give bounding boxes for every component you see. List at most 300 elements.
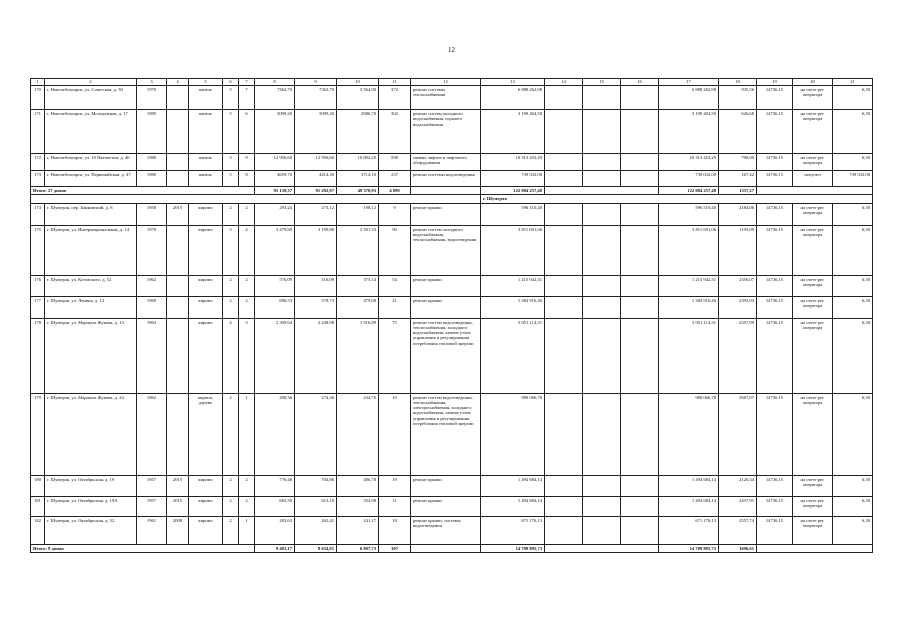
cell-c15 (583, 393, 621, 475)
cell-c21: 6,30 (833, 496, 873, 516)
cell-c17: 3 190 404,50 (659, 110, 719, 154)
cell-c18: 3567,07 (719, 393, 757, 475)
cell-c17: 596 510,40 (659, 203, 719, 225)
cell-c19: 14736,15 (757, 516, 793, 544)
cell-en: 2 (239, 296, 255, 318)
cell-c14 (545, 516, 583, 544)
cell-c19: 14736,15 (757, 225, 793, 275)
cell-c13: 980 066,78 (481, 393, 545, 475)
table-row (31, 154, 873, 171)
cell-en: 8 (239, 171, 255, 187)
cell-res: 18 (379, 516, 411, 544)
column-number-cell: 20 (793, 79, 833, 86)
total-c17: 122 084 257,48 (659, 187, 719, 195)
cell-c20: на счете рег. оператора (793, 318, 833, 393)
cell-c14 (545, 203, 583, 225)
cell-c20: на счете рег. оператора (793, 203, 833, 225)
city-header-spacer (31, 195, 481, 203)
cell-c15 (583, 516, 621, 544)
table-row (31, 393, 873, 475)
total-c18: 1696,61 (719, 544, 757, 552)
cell-fl: 5 (223, 225, 239, 275)
cell-a2: 2 248,98 (295, 318, 337, 393)
cell-c16 (621, 203, 659, 225)
cell-y2 (167, 171, 189, 187)
cell-en: 2 (239, 496, 255, 516)
cell-a1: 696,53 (255, 296, 295, 318)
cell-addr: г. Новочебоксарск, ул. Первомайская, д. 47 (45, 171, 137, 187)
column-number-cell: 2 (45, 79, 137, 86)
cell-addr: г. Шумерля, ул. Ленина, д. 12 (45, 296, 137, 318)
cell-a1: 576,09 (255, 275, 295, 296)
cell-work: ремонт крыши, системы водоотведения (411, 516, 481, 544)
cell-n: 180 (31, 475, 45, 496)
total-a3: 6 807,73 (337, 544, 379, 552)
column-number-cell: 3 (137, 79, 167, 86)
cell-fl: 2 (223, 296, 239, 318)
column-number-cell: 1 (31, 79, 45, 86)
cell-c18: 2557,74 (719, 516, 757, 544)
cell-c21: 6,30 (833, 393, 873, 475)
cell-a3: 10 802,20 (337, 154, 379, 171)
cell-a3: 354,98 (337, 496, 379, 516)
cell-c15 (583, 318, 621, 393)
cell-c18: 935,56 (719, 86, 757, 110)
table-row (31, 318, 873, 393)
cell-c17: 6 888 262,98 (659, 86, 719, 110)
total-a1: 91 139,37 (255, 187, 295, 195)
cell-addr: г. Шумерля, ул. Маршала Жукова, д. 24 (45, 393, 137, 475)
cell-a1: 12 956,60 (255, 154, 295, 171)
cell-addr: г. Шумерля, ул. Октябрьская, д. 19 (45, 475, 137, 496)
column-number-cell: 18 (719, 79, 757, 86)
cell-y2: 2015 (167, 203, 189, 225)
cell-work: ремонт крыши (411, 296, 481, 318)
cell-y2 (167, 318, 189, 393)
cell-c15 (583, 86, 621, 110)
cell-c15 (583, 110, 621, 154)
total-label: Итого: 9 домов (31, 544, 255, 552)
cell-y1: 1962 (137, 393, 167, 475)
cell-c15 (583, 225, 621, 275)
cell-fl: 2 (223, 203, 239, 225)
cell-a1: 776,46 (255, 475, 295, 496)
cell-c17: 3 811 691,06 (659, 225, 719, 275)
total-empty-cell (757, 187, 873, 195)
cell-work: ремонт крыши (411, 275, 481, 296)
cell-c16 (621, 171, 659, 187)
cell-c15 (583, 496, 621, 516)
table-body (31, 79, 873, 553)
cell-c20: на счете рег. оператора (793, 275, 833, 296)
cell-y2: 2015 (167, 475, 189, 496)
cell-fl: 5 (223, 154, 239, 171)
cell-work: ремонт крыши (411, 475, 481, 496)
total-c18: 1337,27 (719, 187, 757, 195)
cell-c20: на счете рег. оператора (793, 86, 833, 110)
cell-res: 372 (379, 86, 411, 110)
cell-c13: 1 494 684,14 (481, 475, 545, 496)
cell-a3: 479,08 (337, 296, 379, 318)
cell-c20: на счете рег. оператора (793, 475, 833, 496)
cell-c15 (583, 296, 621, 318)
cell-en: 7 (239, 86, 255, 110)
column-number-cell: 5 (189, 79, 223, 86)
column-number-row (31, 79, 873, 86)
cell-c15 (583, 275, 621, 296)
cell-n: 173 (31, 171, 45, 187)
column-number-cell: 12 (411, 79, 481, 86)
cell-y2 (167, 275, 189, 296)
cell-c17: 1 215 942,31 (659, 275, 719, 296)
cell-c21: 6,30 (833, 318, 873, 393)
cell-a2: 613,10 (295, 496, 337, 516)
cell-y2 (167, 110, 189, 154)
cell-c13: 1 384 916,46 (481, 296, 545, 318)
column-number-cell: 15 (583, 79, 621, 86)
cell-a1: 298,36 (255, 393, 295, 475)
total-c13: 122 084 257,48 (481, 187, 545, 195)
cell-n: 178 (31, 318, 45, 393)
cell-c17: 1 494 684,14 (659, 475, 719, 496)
cell-c16 (621, 275, 659, 296)
cell-work: ремонт системы водоотведения (411, 171, 481, 187)
cell-addr: г. Новочебоксарск, ул. Молодежная, д. 17 (45, 110, 137, 154)
total-empty-cell (411, 544, 481, 552)
cell-work: ремонт систем водоотведения, теплоснабжения, электроснабжения, холодного водоснабжения, замена узлов управления и регулирования потребления тепловой энергии (411, 393, 481, 475)
cell-y1: 1957 (137, 496, 167, 516)
cell-c18: 2184,06 (719, 203, 757, 225)
city-header-title: г. Шумерля (481, 195, 873, 203)
cell-fl: 2 (223, 275, 239, 296)
cell-c18: 2357,99 (719, 318, 757, 393)
cell-res: 19 (379, 475, 411, 496)
cell-c16 (621, 86, 659, 110)
cell-work: ремонт системы теплоснабжения (411, 86, 481, 110)
cell-res: 10 (379, 393, 411, 475)
column-number-cell: 19 (757, 79, 793, 86)
cell-a1: 665,50 (255, 496, 295, 516)
cell-a2: 5099,20 (295, 110, 337, 154)
cell-addr: г. Шумерля, ул. Интернациональная, д. 14 (45, 225, 137, 275)
cell-a2: 3 199,80 (295, 225, 337, 275)
cell-c13: 1 494 684,14 (481, 496, 545, 516)
cell-a2: 516,09 (295, 275, 337, 296)
cell-en: 1 (239, 516, 255, 544)
cell-c15 (583, 171, 621, 187)
cell-a1: 283,63 (255, 516, 295, 544)
total-a1: 9 481,17 (255, 544, 295, 552)
cell-addr: г. Новочебоксарск, ул. 10 Пятилетки, д. 46 (45, 154, 137, 171)
cell-c18: 2393,03 (719, 296, 757, 318)
cell-mat: панель (189, 171, 223, 187)
cell-c14 (545, 318, 583, 393)
cell-c13: 671 176,13 (481, 516, 545, 544)
table-row (31, 296, 873, 318)
column-number-cell: 10 (337, 79, 379, 86)
cell-fl: 2 (223, 475, 239, 496)
cell-fl: 2 (223, 496, 239, 516)
cell-mat: панель (189, 110, 223, 154)
cell-a1: 7362,70 (255, 86, 295, 110)
cell-fl: 4 (223, 318, 239, 393)
cell-c18: 626,68 (719, 110, 757, 154)
column-number-cell: 8 (255, 79, 295, 86)
cell-res: 302 (379, 110, 411, 154)
cell-n: 182 (31, 516, 45, 544)
cell-c19: 14736,15 (757, 496, 793, 516)
cell-c20: на счете рег. оператора (793, 393, 833, 475)
cell-n: 176 (31, 275, 45, 296)
cell-c21: 6,30 (833, 475, 873, 496)
cell-n: 172 (31, 154, 45, 171)
cell-c16 (621, 496, 659, 516)
cell-c17: 671 176,13 (659, 516, 719, 544)
cell-y2 (167, 154, 189, 171)
cell-fl: 2 (223, 516, 239, 544)
cell-y2 (167, 86, 189, 110)
cell-res: 9 (379, 203, 411, 225)
cell-a3: 3 564,90 (337, 86, 379, 110)
column-number-cell: 21 (833, 79, 873, 86)
column-number-cell: 16 (621, 79, 659, 86)
cell-c13: 596 510,40 (481, 203, 545, 225)
cell-c20: на счете рег. оператора (793, 154, 833, 171)
cell-n: 177 (31, 296, 45, 318)
cell-y1: 1970 (137, 225, 167, 275)
cell-c18: 2120,34 (719, 475, 757, 496)
table-row (31, 225, 873, 275)
column-number-cell: 11 (379, 79, 411, 86)
total-c17: 14 709 805,73 (659, 544, 719, 552)
cell-c21: 6,30 (833, 516, 873, 544)
cell-y1: 1969 (137, 296, 167, 318)
cell-a3: 1 916,89 (337, 318, 379, 393)
cell-c17: 980 066,78 (659, 393, 719, 475)
cell-c21: 6,30 (833, 275, 873, 296)
column-number-cell: 13 (481, 79, 545, 86)
cell-c13: 739 032,00 (481, 171, 545, 187)
cell-work: ремонт крыши (411, 203, 481, 225)
cell-a2: 273,12 (295, 203, 337, 225)
cell-res: 54 (379, 275, 411, 296)
cell-addr: г. Шумерля, ул. Котовского, д. 52 (45, 275, 137, 296)
cell-addr: г. Шумерля, ул. Маршала Жукова, д. 13 (45, 318, 137, 393)
cell-c18: 796,00 (719, 154, 757, 171)
cell-c20: спецсчет (793, 171, 833, 187)
cell-en: 9 (239, 154, 255, 171)
cell-c19: 14736,15 (757, 275, 793, 296)
cell-c16 (621, 110, 659, 154)
cell-c21: 6,30 (833, 110, 873, 154)
cell-work: ремонт крыши (411, 496, 481, 516)
cell-res: 11 (379, 496, 411, 516)
total-row (31, 544, 873, 552)
column-number-cell: 6 (223, 79, 239, 86)
cell-res: 75 (379, 318, 411, 393)
total-empty-cell (757, 544, 873, 552)
cell-en: 2 (239, 203, 255, 225)
cell-work: ремонт систем водоотведения, теплоснабжения, холодного водоснабжения, замена узлов управления и регулирования потребления тепловой энергии (411, 318, 481, 393)
cell-c21: 6,30 (833, 296, 873, 318)
total-label: Итого: 27 домов (31, 187, 255, 195)
cell-mat: кирпич (189, 225, 223, 275)
cell-en: 2 (239, 275, 255, 296)
cell-c13: 5 051 114,31 (481, 318, 545, 393)
cell-addr: г. Шумерля, пер. Банковский, д. 8 (45, 203, 137, 225)
cell-c15 (583, 475, 621, 496)
cell-work: ремонт систем холодного водоснабжения, теплоснабжения, водоотведения (411, 225, 481, 275)
cell-c21: 6,30 (833, 86, 873, 110)
cell-c21: 6,30 (833, 203, 873, 225)
cell-y2 (167, 393, 189, 475)
total-row (31, 187, 873, 195)
cell-y1: 1980 (137, 154, 167, 171)
cell-a3: 241,17 (337, 516, 379, 544)
cell-c20: на счете рег. оператора (793, 496, 833, 516)
table-row (31, 496, 873, 516)
cell-c16 (621, 154, 659, 171)
cell-c17: 1 384 916,46 (659, 296, 719, 318)
cell-mat: кирпич, дерево (189, 393, 223, 475)
cell-c19: 14736,15 (757, 110, 793, 154)
cell-a2: 4414,30 (295, 171, 337, 187)
cell-y2 (167, 225, 189, 275)
cell-c14 (545, 154, 583, 171)
cell-a3: 234,76 (337, 393, 379, 475)
cell-c16 (621, 475, 659, 496)
cell-n: 174 (31, 203, 45, 225)
cell-c19: 14736,15 (757, 171, 793, 187)
cell-n: 175 (31, 225, 45, 275)
cell-mat: кирпич (189, 475, 223, 496)
cell-a2: 7362,70 (295, 86, 337, 110)
cell-c14 (545, 296, 583, 318)
cell-mat: панель (189, 86, 223, 110)
cell-c18: 167,42 (719, 171, 757, 187)
cell-y1: 1970 (137, 86, 167, 110)
cell-y2: 2015 (167, 496, 189, 516)
column-number-cell: 17 (659, 79, 719, 86)
cell-en: 4 (239, 225, 255, 275)
cell-n: 171 (31, 110, 45, 154)
cell-c17: 10 313 453,29 (659, 154, 719, 171)
cell-en: 1 (239, 393, 255, 475)
city-header-row (31, 195, 873, 203)
cell-a3: 486,78 (337, 475, 379, 496)
cell-res: 598 (379, 154, 411, 171)
cell-c18: 1193,09 (719, 225, 757, 275)
cell-a1: 2 309,64 (255, 318, 295, 393)
total-a2: 8 654,81 (295, 544, 337, 552)
cell-work: замена лифтов и лифтового оборудования (411, 154, 481, 171)
column-number-cell: 7 (239, 79, 255, 86)
cell-y2 (167, 296, 189, 318)
cell-c19: 14736,15 (757, 393, 793, 475)
cell-c14 (545, 225, 583, 275)
housing-repair-register-table (30, 78, 873, 553)
cell-a3: 2986,70 (337, 110, 379, 154)
total-a3: 49 370,93 (337, 187, 379, 195)
cell-c16 (621, 516, 659, 544)
cell-mat: кирпич (189, 516, 223, 544)
cell-c16 (621, 296, 659, 318)
cell-mat: кирпич (189, 275, 223, 296)
cell-c21: 739 032,00 (833, 171, 873, 187)
cell-en: 2 (239, 475, 255, 496)
cell-y1: 1958 (137, 203, 167, 225)
table-row (31, 275, 873, 296)
total-empty-cell (411, 187, 481, 195)
cell-c20: на счете рег. оператора (793, 516, 833, 544)
cell-c19: 14736,15 (757, 86, 793, 110)
cell-mat: кирпич (189, 296, 223, 318)
cell-en: 6 (239, 110, 255, 154)
page-number: 12 (448, 46, 455, 54)
cell-c19: 14736,15 (757, 296, 793, 318)
cell-a1: 5099,20 (255, 110, 295, 154)
cell-y2: 2008 (167, 516, 189, 544)
column-number-cell: 14 (545, 79, 583, 86)
table-row (31, 516, 873, 544)
cell-c20: на счете рег. оператора (793, 225, 833, 275)
cell-y1: 1957 (137, 475, 167, 496)
cell-fl: 5 (223, 86, 239, 110)
cell-fl: 5 (223, 171, 239, 187)
cell-c17: 1 494 684,14 (659, 496, 719, 516)
cell-n: 179 (31, 393, 45, 475)
cell-res: 90 (379, 225, 411, 275)
total-res: 307 (379, 544, 411, 552)
cell-y1: 1961 (137, 516, 167, 544)
table-row (31, 203, 873, 225)
cell-c14 (545, 393, 583, 475)
cell-mat: кирпич (189, 496, 223, 516)
cell-a2: 704,86 (295, 475, 337, 496)
cell-a3: 198,12 (337, 203, 379, 225)
cell-c16 (621, 393, 659, 475)
total-a2: 91 292,97 (295, 187, 337, 195)
cell-c14 (545, 171, 583, 187)
cell-c21: 6,30 (833, 225, 873, 275)
cell-c16 (621, 225, 659, 275)
cell-c15 (583, 154, 621, 171)
cell-a2: 274,36 (295, 393, 337, 475)
cell-mat: кирпич (189, 203, 223, 225)
column-number-cell: 4 (167, 79, 189, 86)
cell-a3: 2 501,53 (337, 225, 379, 275)
cell-a3: 3714,10 (337, 171, 379, 187)
cell-c20: на счете рег. оператора (793, 110, 833, 154)
cell-a1: 3 479,80 (255, 225, 295, 275)
cell-c14 (545, 86, 583, 110)
table-row (31, 86, 873, 110)
table-row (31, 171, 873, 187)
cell-y1: 1962 (137, 275, 167, 296)
cell-c20: на счете рег. оператора (793, 296, 833, 318)
cell-addr: г. Новочебоксарск, ул. Советская, д. 30 (45, 86, 137, 110)
cell-mat: панель (189, 154, 223, 171)
cell-n: 170 (31, 86, 45, 110)
table-row (31, 475, 873, 496)
cell-fl: 2 (223, 393, 239, 475)
cell-work: ремонт систем холодного водоснабжения, горячего водоснабжения (411, 110, 481, 154)
total-res: 4 899 (379, 187, 411, 195)
cell-c14 (545, 110, 583, 154)
cell-y1: 1985 (137, 110, 167, 154)
cell-c18: 2437,91 (719, 496, 757, 516)
cell-c16 (621, 318, 659, 393)
